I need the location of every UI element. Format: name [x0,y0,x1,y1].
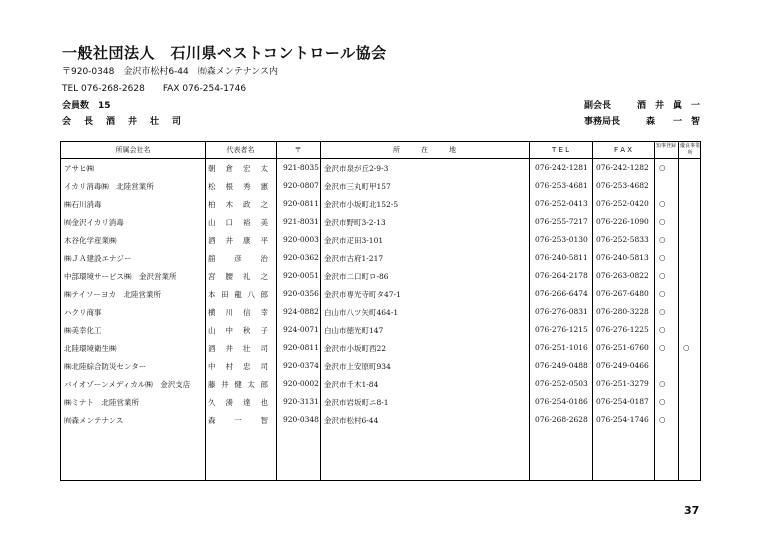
vice-president-name: 酒 井 眞 一 [636,101,700,111]
cell-loc: 金沢市疋田3-101 [324,236,384,245]
cell-fax: 076-254-1746 [596,415,649,424]
cell-c1: ○ [659,343,666,352]
cell-company: ㈱テイソーヨカ 北陸営業所 [64,290,161,299]
cell-fax: 076-253-4682 [596,181,649,190]
cell-loc: 金沢市小坂町西22 [324,344,387,353]
member-table [60,141,701,481]
cell-fax: 076-254-0187 [596,397,649,406]
table-row [61,322,700,340]
cell-rep: 舘彦治 [208,254,268,263]
header-governor-registration: 知事登録 [655,143,676,149]
cell-zip: 920-0356 [283,289,319,298]
cell-zip: 920-0051 [283,271,319,280]
cell-fax: 076-252-5833 [596,235,649,244]
cell-loc: 白山市徳光町147 [324,326,384,335]
cell-tel: 076-251-1016 [535,343,588,352]
cell-tel: 076-242-1281 [535,163,588,172]
cell-tel: 076-264-2178 [535,271,588,280]
header-company: 所属会社名 [115,146,151,154]
cell-company: ㈱石川消毒 [64,200,102,209]
cell-loc: 金沢市上安原町934 [324,362,391,371]
header-representative: 代表者名 [226,146,255,154]
table-row [61,376,700,394]
cell-rep: 朝倉宏太 [208,164,268,173]
table-row [61,340,700,358]
cell-rep: 山口裕美 [208,218,268,227]
cell-company: ㈱美幸化工 [64,326,102,335]
secretary-name: 森 一 智 [645,117,700,127]
cell-rep: 酒井康平 [208,236,268,245]
cell-company: 木谷化学産業㈱ [64,236,117,245]
cell-c1: ○ [659,235,666,244]
cell-tel: 076-252-0413 [535,199,588,208]
page-number: 37 [684,504,700,517]
header-divider [61,158,700,159]
cell-company: ㈲森メンテナンス [64,416,124,425]
cell-zip: 921-8031 [283,217,319,226]
cell-company: ㈱ＪＡ建設エナジー [64,254,132,263]
cell-tel: 076-266-6474 [535,289,588,298]
cell-tel: 076-276-0831 [535,307,588,316]
header-tel: T E L [551,146,570,154]
cell-zip: 920-0374 [283,361,319,370]
cell-company: ㈱ミナト 北陸営業所 [64,398,139,407]
table-row [61,214,700,232]
cell-zip: 920-0811 [283,199,319,208]
cell-rep: 山中秋子 [208,326,268,335]
cell-zip: 920-3131 [283,397,319,406]
cell-fax: 076-267-6480 [596,289,649,298]
cell-fax: 076-226-1090 [596,217,649,226]
cell-c2: ○ [683,343,690,352]
cell-fax: 076-240-5813 [596,253,649,262]
cell-rep: 藤井健太郎 [208,380,268,389]
header-excellent-business: 優良事業所 [679,143,700,156]
cell-fax: 076-242-1282 [596,163,649,172]
cell-rep: 松根秀憲 [208,182,268,191]
table-row [61,196,700,214]
cell-tel: 076-253-4681 [535,181,588,190]
table-row [61,394,700,412]
cell-fax: 076-263-0822 [596,271,649,280]
table-row [61,268,700,286]
cell-c1: ○ [659,307,666,316]
header-zip: 〒 [294,146,302,154]
cell-loc: 金沢市小坂町北152-5 [324,200,399,209]
cell-c1: ○ [659,379,666,388]
secretary-general [584,114,700,127]
cell-fax: 076-280-3228 [596,307,649,316]
cell-rep: 久湊達也 [208,398,268,407]
secretary-title: 事務局長 [584,117,621,127]
cell-c1: ○ [659,163,666,172]
cell-company: アサヒ㈱ [64,164,94,173]
cell-rep: 本田龍八郎 [208,290,268,299]
cell-loc: 金沢市松村6-44 [324,416,379,425]
cell-rep: 柏木政之 [208,200,268,209]
cell-loc: 金沢市古府1-217 [324,254,384,263]
organization-contact: TEL 076-268-2628 FAX 076-254-1746 [62,84,247,94]
cell-fax: 076-251-6760 [596,343,649,352]
member-count: 会員数 15 [62,101,111,111]
table-row [61,250,700,268]
table-row [61,286,700,304]
table-row [61,304,700,322]
cell-loc: 金沢市千木1-84 [324,380,379,389]
cell-loc: 金沢市岩坂町ニ8-1 [324,398,389,407]
cell-company: ㈱北陸綜合防災センター [64,362,147,371]
cell-tel: 076-240-5811 [535,253,588,262]
cell-fax: 076-251-3279 [596,379,649,388]
cell-company: イカリ消毒㈱ 北陸営業所 [64,182,154,191]
cell-zip: 924-0071 [283,325,319,334]
cell-c1: ○ [659,415,666,424]
cell-tel: 076-276-1215 [535,325,588,334]
cell-zip: 921-8035 [283,163,319,172]
cell-company: 中部環境サービス㈱ 金沢営業所 [64,272,177,281]
cell-fax: 076-276-1225 [596,325,649,334]
header-location: 所 在 地 [393,146,456,154]
cell-rep: 森一智 [208,416,268,425]
cell-zip: 920-0362 [283,253,319,262]
organization-title: 一般社団法人 石川県ペストコントロール協会 [62,44,387,62]
cell-zip: 920-0348 [283,415,319,424]
cell-c1: ○ [659,217,666,226]
cell-c1: ○ [659,271,666,280]
cell-zip: 920-0807 [283,181,319,190]
cell-rep: 酒井壮司 [208,344,268,353]
organization-address: 〒920-0348 金沢市松村6-44 ㈲森メンテナンス内 [62,67,279,77]
table-row [61,178,700,196]
cell-c1: ○ [659,199,666,208]
table-row [61,412,700,430]
cell-loc: 金沢市泉が丘2-9-3 [324,164,389,173]
cell-rep: 中村忠司 [208,362,268,371]
cell-company: ㈲金沢イカリ消毒 [64,218,124,227]
cell-zip: 920-0811 [283,343,319,352]
cell-loc: 金沢市専光寺町タ47-1 [324,290,401,299]
cell-zip: 920-0002 [283,379,319,388]
cell-company: バイオゾーンメディカル㈱ 金沢支店 [64,380,191,389]
cell-company: ハクリ商事 [64,308,102,317]
cell-c1: ○ [659,397,666,406]
cell-loc: 金沢市野町3-2-13 [324,218,386,227]
cell-tel: 076-253-0130 [535,235,588,244]
cell-company: 北陸環境衛生㈱ [64,344,117,353]
cell-tel: 076-249-0488 [535,361,588,370]
cell-tel: 076-254-0186 [535,397,588,406]
cell-loc: 白山市八ツ矢町464-1 [324,308,399,317]
cell-rep: 宮腰礼之 [208,272,268,281]
cell-c1: ○ [659,289,666,298]
cell-c1: ○ [659,253,666,262]
cell-rep: 横川信幸 [208,308,268,317]
cell-zip: 924-0882 [283,307,319,316]
president: 会 長 酒 井 壮 司 [62,117,184,127]
table-row [61,160,700,178]
cell-tel: 076-268-2628 [535,415,588,424]
vice-president-title: 副会長 [584,101,612,111]
vice-president [584,98,700,111]
table-row [61,358,700,376]
header-fax: F A X [613,146,633,154]
cell-loc: 金沢市三丸町甲157 [324,182,391,191]
cell-zip: 920-0003 [283,235,319,244]
cell-fax: 076-252-0420 [596,199,649,208]
table-row [61,232,700,250]
cell-tel: 076-252-0503 [535,379,588,388]
cell-c1: ○ [659,325,666,334]
cell-loc: 金沢市二口町ロ-86 [324,272,389,281]
cell-fax: 076-249-0466 [596,361,649,370]
cell-tel: 076-255-7217 [535,217,588,226]
